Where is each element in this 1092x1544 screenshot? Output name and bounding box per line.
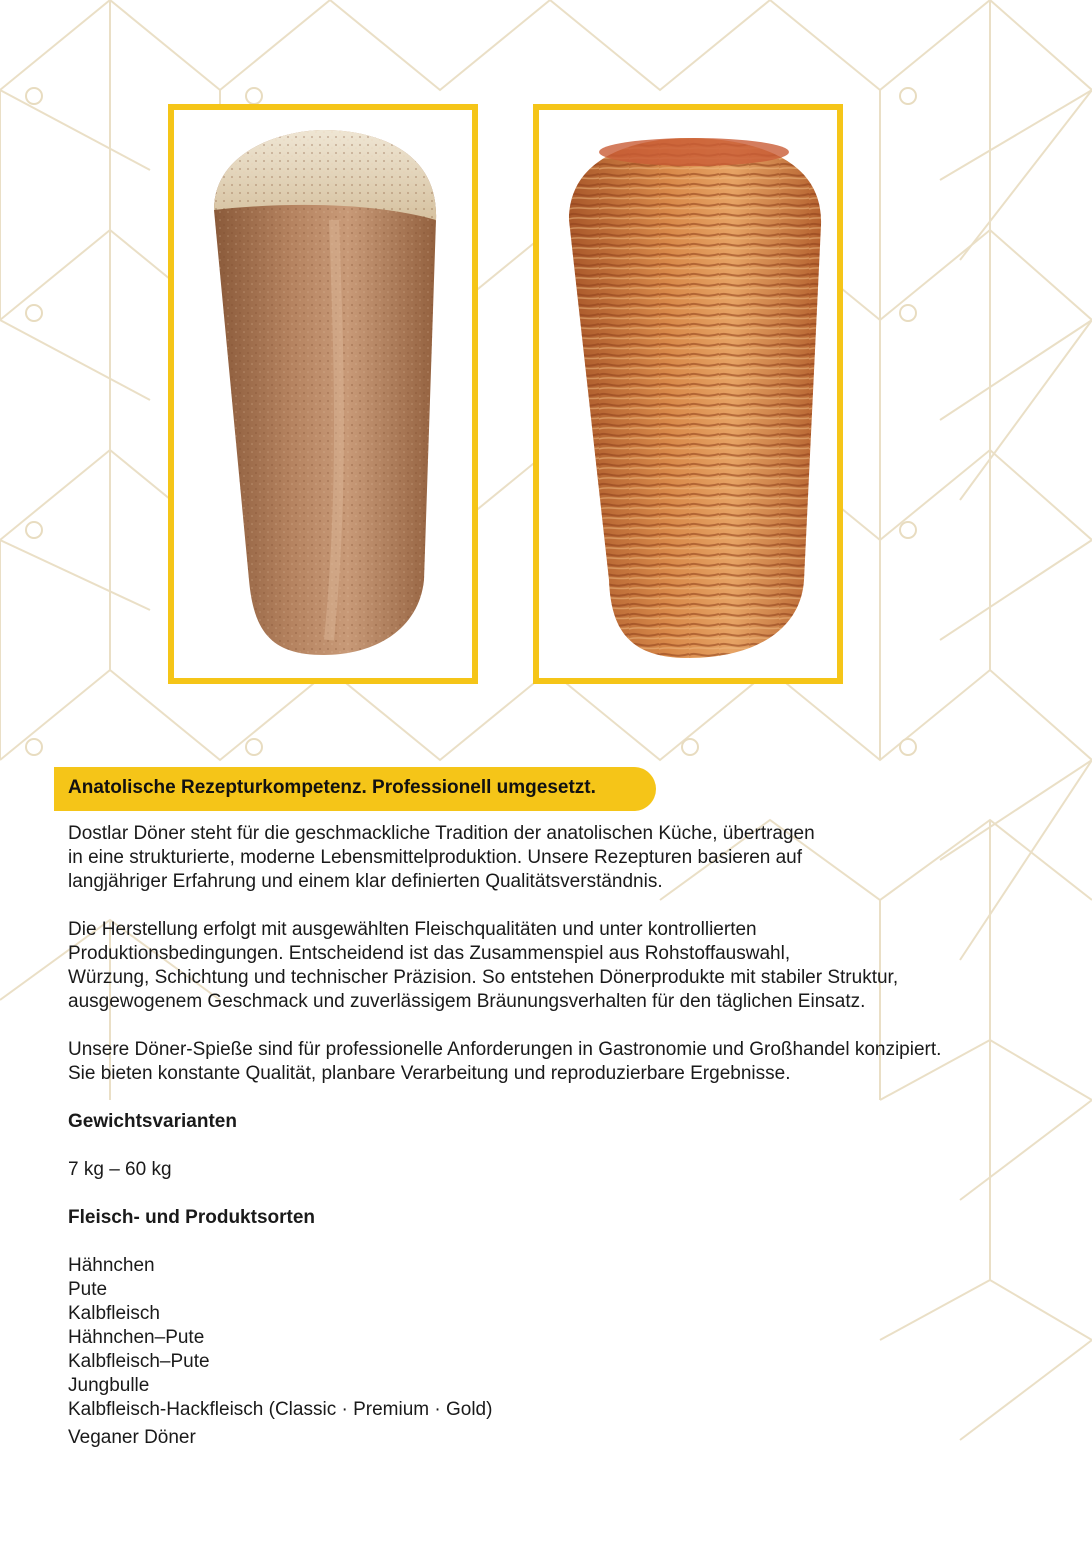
section-heading: Anatolische Rezepturkompetenz. Professionell umgesetzt.	[68, 777, 596, 798]
list-item: Hähnchen–Pute	[68, 1327, 205, 1348]
doner-skewer-layered-image	[539, 110, 837, 678]
weights-value: 7 kg – 60 kg	[68, 1159, 172, 1180]
text-line: Würzung, Schichtung und technischer Präzision. So entstehen Dönerprodukte mit stabiler Struktur,	[68, 967, 899, 988]
list-item: Pute	[68, 1279, 108, 1300]
main-content	[68, 822, 1058, 1450]
usage-paragraph	[68, 1038, 1058, 1086]
text-line: langjähriger Erfahrung und einem klar definierten Qualitätsverständnis.	[68, 871, 663, 892]
text-line: Die Herstellung erfolgt mit ausgewählten Fleischqualitäten und unter kontrollierten	[68, 919, 757, 940]
weights-title: Gewichtsvarianten	[68, 1111, 237, 1132]
sorts-list	[68, 1254, 1058, 1450]
intro-paragraph	[68, 822, 1058, 894]
list-item: Kalbfleisch-Hackfleisch (Classic · Premium · Gold)	[68, 1399, 493, 1420]
doner-skewer-raw-image	[174, 110, 472, 678]
list-item: Veganer Döner	[68, 1427, 196, 1448]
text-line: Unsere Döner-Spieße sind für professionelle Anforderungen in Gastronomie und Großhandel konzipiert.	[68, 1039, 942, 1060]
section-heading-band	[54, 767, 656, 811]
photo-frame-raw-doner	[168, 104, 478, 684]
photo-frame-cooked-doner	[533, 104, 843, 684]
list-item: Jungbulle	[68, 1375, 150, 1396]
production-paragraph	[68, 918, 1058, 1014]
text-line: Dostlar Döner steht für die geschmackliche Tradition der anatolischen Küche, übertragen	[68, 823, 815, 844]
list-item: Hähnchen	[68, 1255, 155, 1276]
text-line: Sie bieten konstante Qualität, planbare Verarbeitung und reproduzierbare Ergebnisse.	[68, 1063, 791, 1084]
text-line: Produktionsbedingungen. Entscheidend ist das Zusammenspiel aus Rohstoffauswahl,	[68, 943, 791, 964]
list-item: Kalbfleisch	[68, 1303, 160, 1324]
text-line: in eine strukturierte, moderne Lebensmittelproduktion. Unsere Rezepturen basieren auf	[68, 847, 803, 868]
sorts-title: Fleisch- und Produktsorten	[68, 1207, 316, 1228]
text-line: ausgewogenem Geschmack und zuverlässigem Bräunungsverhalten für den täglichen Einsatz.	[68, 991, 866, 1012]
list-item: Kalbfleisch–Pute	[68, 1351, 210, 1372]
